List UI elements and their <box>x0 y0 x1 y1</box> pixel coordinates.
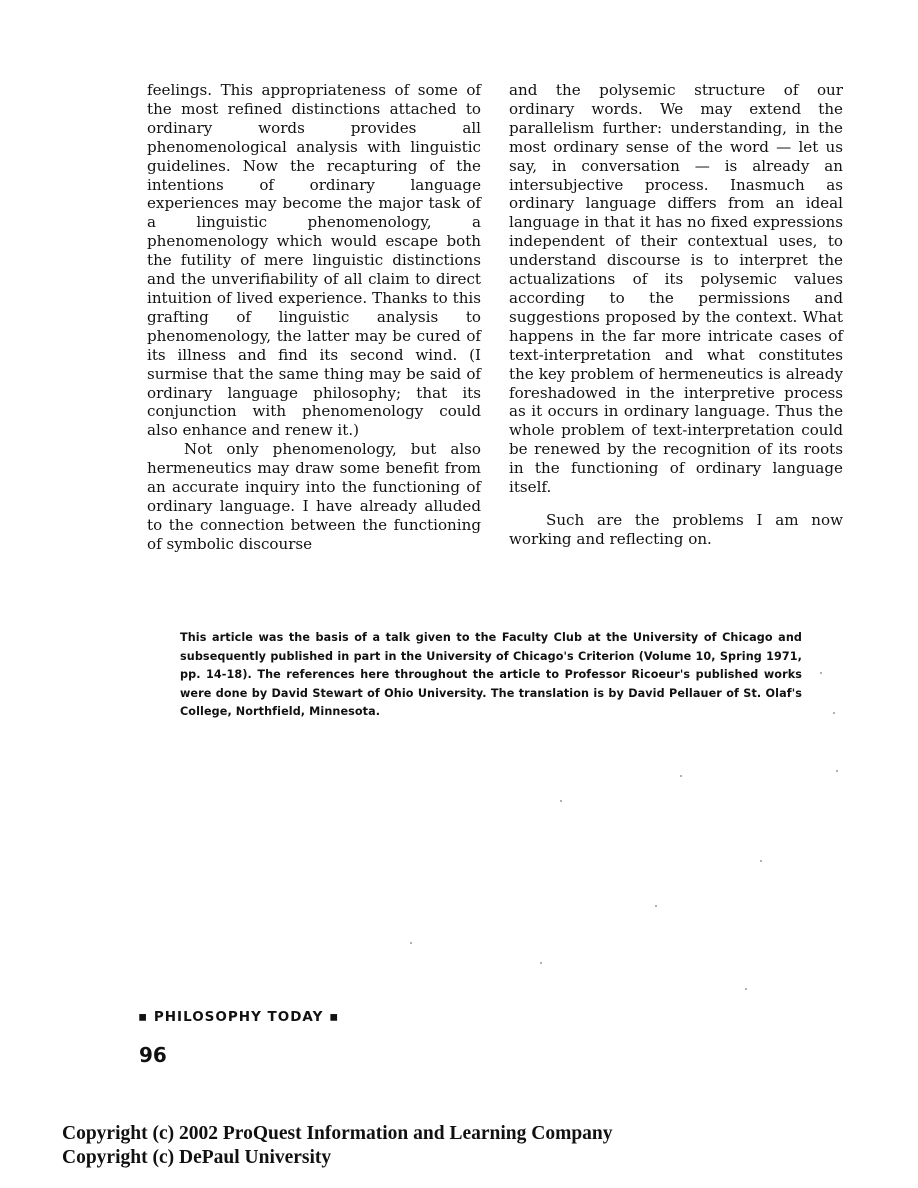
scan-speck <box>833 712 835 714</box>
left-column <box>147 81 481 554</box>
page-number: 96 <box>139 1043 167 1067</box>
scan-speck <box>655 905 657 907</box>
scan-speck <box>410 942 412 944</box>
scan-speck <box>760 860 762 862</box>
right-paragraph-2: Such are the problems I am now working and reflecting on. <box>509 510 843 548</box>
scan-speck <box>680 775 682 777</box>
scan-speck <box>540 962 542 964</box>
right-paragraph-1: and the polysemic structure of our ordinary words. We may extend the parallelism further: understanding, in the most ordinary sense of the word — let us say, in conversation — is already an intersubjective process. Inasmuch as ordinary language differs from an ideal language in that it has no fixed expressions independent of their contextual uses, to understand discourse is to interpret the actualizations of its polysemic values according to the permissions and suggestions proposed by the context. What happens in the far more intricate cases of text-interpretation and what constitutes the key problem of hermeneutics is already foreshadowed in the interpretive process as it occurs in ordinary language. Thus the whole problem of text-interpretation could be renewed by the recognition of its roots in the functioning of ordinary language itself. <box>509 81 843 497</box>
copyright-notice <box>62 1122 613 1170</box>
journal-title: PHILOSOPHY TODAY <box>153 1009 324 1025</box>
scan-speck <box>745 988 747 990</box>
bullet-left: ▪ <box>138 1009 154 1025</box>
left-paragraph-2: Not only phenomenology, but also hermeneutics may draw some benefit from an accurate inquiry into the functioning of ordinary language. I have already alluded to the connection between the functioning of symbolic discourse <box>147 440 481 553</box>
bullet-right: ▪ <box>323 1009 340 1025</box>
article-footnote: This article was the basis of a talk given to the Faculty Club at the University of Chicago and subsequently published in part in the University of Chicago's Criterion (Volume 10, Spring 1971, pp. 14-18). The references here throughout the article to Professor Ricoeur's published works were done by David Stewart of Ohio University. The translation is by David Pellauer of St. Olaf's College, Northfield, Minnesota. <box>180 631 802 719</box>
journal-footer <box>138 1009 339 1025</box>
copyright-line-2: Copyright (c) DePaul University <box>62 1147 332 1168</box>
right-column <box>509 81 843 549</box>
scan-speck <box>820 672 822 674</box>
left-paragraph-1: feelings. This appropriateness of some of the most refined distinctions attached to ordinary words provides all phenomenological analysis with linguistic guidelines. Now the recapturing of the intentions of ordinary language experiences may become the major task of a linguistic phenomenology, a phenomenology which would escape both the futility of mere linguistic distinctions and the unverifiability of all claim to direct intuition of lived experience. Thanks to this grafting of linguistic analysis to phenomenology, the latter may be cured of its illness and find its second wind. (I surmise that the same thing may be said of ordinary language philosophy; that its conjunction with phenomenology could also enhance and renew it.) <box>147 81 481 440</box>
scan-speck <box>836 770 838 772</box>
scan-speck <box>560 800 562 802</box>
copyright-line-1: Copyright (c) 2002 ProQuest Information and Learning Company <box>62 1123 613 1144</box>
